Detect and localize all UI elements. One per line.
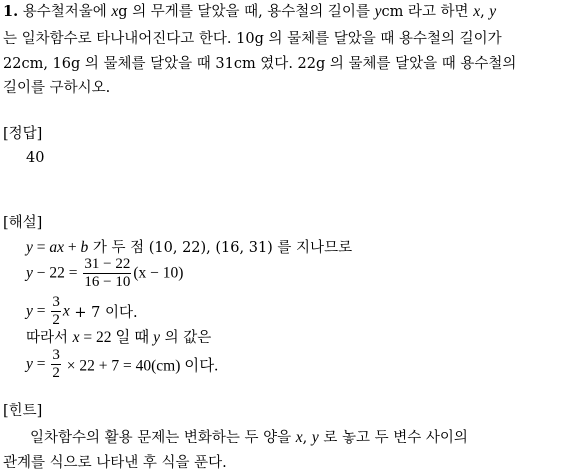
question-line-2: 는 일차함수로 타나내어진다고 한다. 10g 의 물체를 달았을 때 용수철의 길이가 <box>3 31 502 47</box>
question-number: 1. <box>3 3 19 20</box>
question-line-4: 길이를 구하시오. <box>3 80 111 96</box>
solution-line-5: y = $\frac{3}{2}$ × 22 + 7 = 40(cm) 이다. <box>26 347 219 381</box>
fraction: $\frac{3}{2}$ <box>52 347 60 381</box>
hint-line-1: 일차함수의 활용 문제는 변화하는 두 양을 x, y 로 놓고 두 변수 사이의 <box>30 429 468 446</box>
solution-line-1: y = ax + b 가 두 점 (10, 22), (16, 31) 를 지나므로 <box>26 239 353 256</box>
hint-line-2: 관계를 식으로 나타낸 후 식을 푼다. <box>3 455 227 471</box>
question-line-1: 1. 용수철저울에 xg 의 무게를 달았을 때, 용수철의 길이를 ycm 라고 하면 x, y <box>3 3 497 20</box>
solution-line-3: y = $\frac{3}{2}$ x + 7 이다. <box>26 294 138 328</box>
solution-line-4: 따라서 x = 22 일 때 y 의 값은 <box>26 329 212 346</box>
fraction: $\frac{3}{2}$ <box>52 294 60 328</box>
solution-header: [해설] <box>3 215 43 231</box>
answer-value: 40 <box>26 150 45 166</box>
fraction: $\frac{31 - 22}{16 - 10}$ <box>84 256 131 290</box>
solution-line-2: y − 22 = $\frac{31 - 22}{16 - 10}$ (x − 10) <box>26 256 184 290</box>
answer-header: [정답] <box>3 126 43 142</box>
question-line-3: 22cm, 16g 의 물체를 달았을 때 31cm 였다. 22g 의 물체를 달았을 때 용수철의 <box>3 56 517 72</box>
hint-header: [힌트] <box>3 403 43 419</box>
